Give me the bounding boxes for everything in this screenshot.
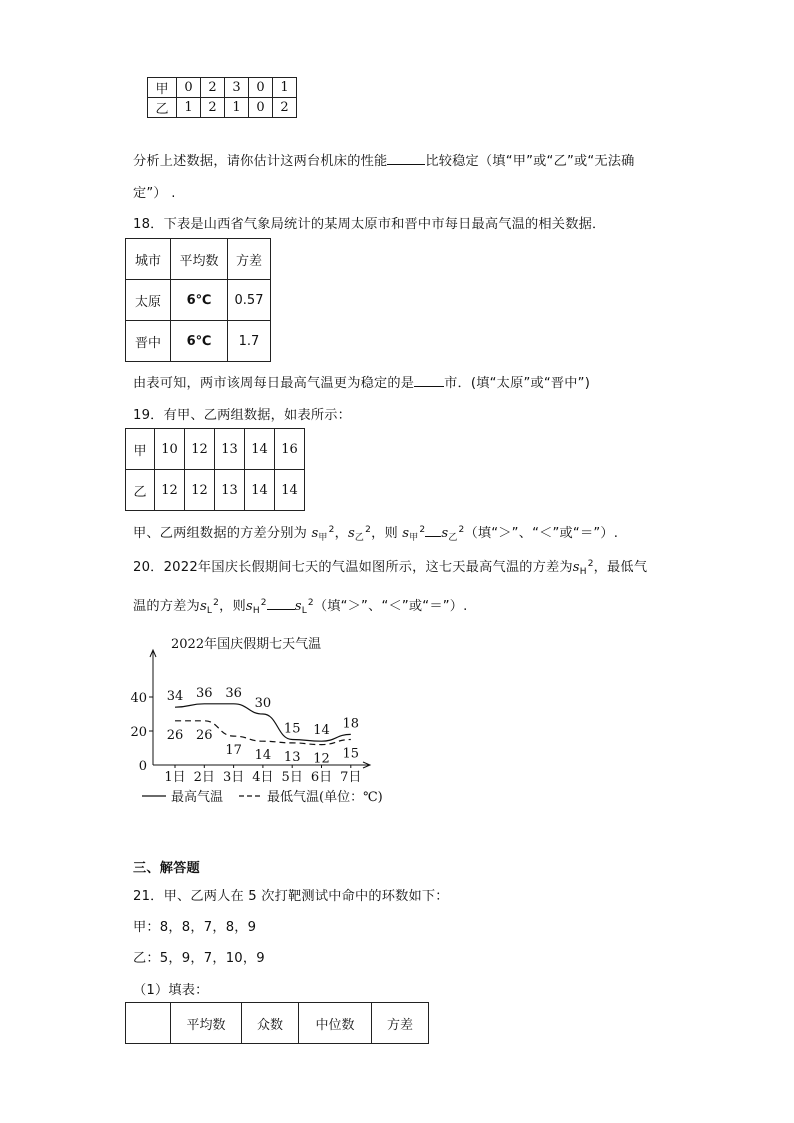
superscript: 2 [307, 598, 314, 608]
superscript: 2 [365, 525, 372, 535]
variance-symbol: s [199, 599, 207, 614]
q18-question-line [133, 372, 590, 391]
q20-question-line [133, 595, 468, 614]
variance-symbol: s [572, 560, 580, 575]
q21-table [125, 1002, 429, 1044]
q19-question-line [133, 522, 618, 541]
table-cell: 2 [273, 98, 297, 118]
table-cell: 16 [275, 429, 305, 470]
q17-table [147, 77, 297, 118]
table-cell: 13 [215, 470, 245, 511]
table-cell: 6℃ [171, 280, 228, 321]
data-label: 36 [196, 685, 213, 701]
subscript: 甲 [318, 533, 328, 543]
column-header: 方差 [372, 1003, 429, 1044]
row-label: 甲 [148, 78, 177, 98]
question-text: 市．(填“太原”或“晋中”) [444, 376, 591, 391]
superscript: 2 [328, 525, 335, 535]
superscript: 2 [587, 559, 594, 569]
question-text: 甲、乙两组数据的方差分别为 [133, 526, 308, 541]
data-label: 14 [313, 723, 330, 739]
column-header: 城市 [126, 239, 171, 280]
table-row [126, 239, 271, 280]
x-tick-label: 4日 [252, 770, 274, 785]
question-text: 20．2022年国庆长假期间七天的气温如图所示，这七天最高气温的方差为 [133, 560, 573, 575]
q17-question-line [133, 150, 635, 169]
table-row [126, 1003, 429, 1044]
table-cell: 太原 [126, 280, 171, 321]
q19-table [125, 428, 305, 511]
table-cell: 3 [225, 78, 249, 98]
subscript: H [579, 567, 587, 577]
q20-question-line [133, 556, 647, 575]
variance-symbol: s [311, 526, 319, 541]
answer-blank[interactable] [414, 373, 444, 387]
table-cell: 晋中 [126, 321, 171, 362]
q19-stem: 19．有甲、乙两组数据，如表所示： [133, 408, 351, 423]
question-text: 由表可知，两市该周每日最高气温更为稳定的是 [133, 376, 415, 391]
data-label: 13 [283, 749, 301, 765]
data-label: 17 [225, 743, 242, 759]
x-tick-label: 7日 [340, 770, 362, 785]
q21-stem: 21．甲、乙两人在 5 次打靶测试中命中的环数如下： [133, 889, 449, 904]
table-cell: 6℃ [171, 321, 228, 362]
table-cell: 14 [275, 470, 305, 511]
variance-symbol: s [294, 599, 302, 614]
question-text: 比较稳定（填“甲”或“乙”或“无法确 [425, 154, 635, 169]
y-tick-label: 40 [130, 691, 147, 706]
subscript: L [206, 606, 213, 616]
superscript: 2 [458, 525, 465, 535]
column-header: 中位数 [299, 1003, 372, 1044]
question-text: 温的方差为 [133, 599, 200, 614]
q18-table [125, 238, 271, 362]
superscript: 2 [213, 598, 220, 608]
row-label: 甲 [126, 429, 155, 470]
q18-stem: 18．下表是山西省气象局统计的某周太原市和晋中市每日最高气温的相关数据． [133, 217, 606, 232]
temperature-chart [125, 628, 415, 813]
column-header: 平均数 [171, 239, 228, 280]
q21-data-jia: 甲：8，8，7，8，9 [133, 920, 257, 935]
subscript: 乙 [448, 533, 458, 543]
data-label: 15 [342, 746, 360, 762]
row-label: 乙 [126, 470, 155, 511]
q21-part1: （1）填表： [133, 983, 209, 998]
table-row [148, 98, 297, 118]
column-header: 平均数 [171, 1003, 242, 1044]
table-cell: 2 [201, 78, 225, 98]
table-row [126, 470, 305, 511]
question-text: 分析上述数据，请你估计这两台机床的性能 [133, 154, 388, 169]
table-cell: 1 [225, 98, 249, 118]
data-label: 12 [313, 751, 330, 767]
data-label: 18 [342, 716, 360, 732]
table-cell: 0 [177, 78, 201, 98]
table-cell: 13 [215, 429, 245, 470]
table-cell: 0 [249, 98, 273, 118]
legend-label: 最高气温 [171, 790, 224, 805]
answer-blank[interactable] [267, 596, 295, 610]
section-title: 三、解答题 [133, 861, 200, 876]
table-row [126, 321, 271, 362]
table-cell: 0 [249, 78, 273, 98]
column-header [126, 1003, 171, 1044]
x-tick-label: 6日 [310, 770, 333, 785]
q21-data-yi: 乙：5，9，7，10，9 [133, 951, 265, 966]
y-tick-label: 20 [130, 725, 147, 740]
table-cell: 1.7 [228, 321, 271, 362]
legend-label: 最低气温(单位：℃) [267, 790, 383, 805]
x-tick-label: 3日 [222, 770, 245, 785]
subscript: L [301, 606, 307, 616]
question-text: ，最低气 [593, 560, 648, 575]
data-label: 14 [254, 748, 272, 764]
question-text: （填“＞”、“＜”或“＝”）. [313, 599, 468, 614]
subscript: 甲 [409, 533, 419, 543]
subscript: H [252, 606, 260, 616]
table-cell: 2 [201, 98, 225, 118]
x-tick-label: 2日 [193, 770, 215, 785]
x-tick-label: 1日 [164, 770, 186, 785]
x-tick-label: 5日 [281, 770, 303, 785]
question-text: （填“＞”、“＜”或“＝”）. [464, 526, 619, 541]
table-cell: 1 [177, 98, 201, 118]
column-header: 方差 [228, 239, 271, 280]
data-label: 36 [225, 685, 242, 701]
table-row [126, 280, 271, 321]
column-header: 众数 [242, 1003, 299, 1044]
q17-question-line: 定”） . [133, 186, 176, 201]
answer-blank[interactable] [387, 151, 425, 165]
table-cell: 1 [273, 78, 297, 98]
table-cell: 12 [185, 429, 215, 470]
table-cell: 0.57 [228, 280, 271, 321]
data-label: 26 [166, 727, 184, 743]
variance-symbol: s [245, 599, 253, 614]
table-row [148, 78, 297, 98]
table-cell: 14 [245, 429, 275, 470]
subscript: 乙 [354, 533, 365, 543]
variance-symbol: s [441, 526, 449, 541]
chart-title: 2022年国庆假期七天气温 [171, 637, 322, 652]
table-cell: 12 [185, 470, 215, 511]
table-cell: 10 [155, 429, 185, 470]
data-label: 34 [166, 689, 184, 705]
chart-legend [142, 789, 383, 805]
y-tick-label: 0 [138, 759, 147, 774]
punctuation: ，则 [371, 526, 398, 541]
variance-symbol: s [402, 526, 410, 541]
row-label: 乙 [148, 98, 177, 118]
superscript: 2 [419, 525, 426, 535]
data-label: 26 [196, 727, 213, 743]
punctuation: ， [334, 526, 348, 541]
data-label: 15 [283, 721, 301, 737]
data-label: 30 [254, 696, 272, 711]
table-cell: 14 [245, 470, 275, 511]
superscript: 2 [260, 598, 267, 608]
table-row [126, 429, 305, 470]
question-text: ，则 [219, 599, 246, 614]
table-cell: 12 [155, 470, 185, 511]
variance-symbol: s [347, 526, 355, 541]
answer-blank[interactable] [425, 523, 441, 537]
